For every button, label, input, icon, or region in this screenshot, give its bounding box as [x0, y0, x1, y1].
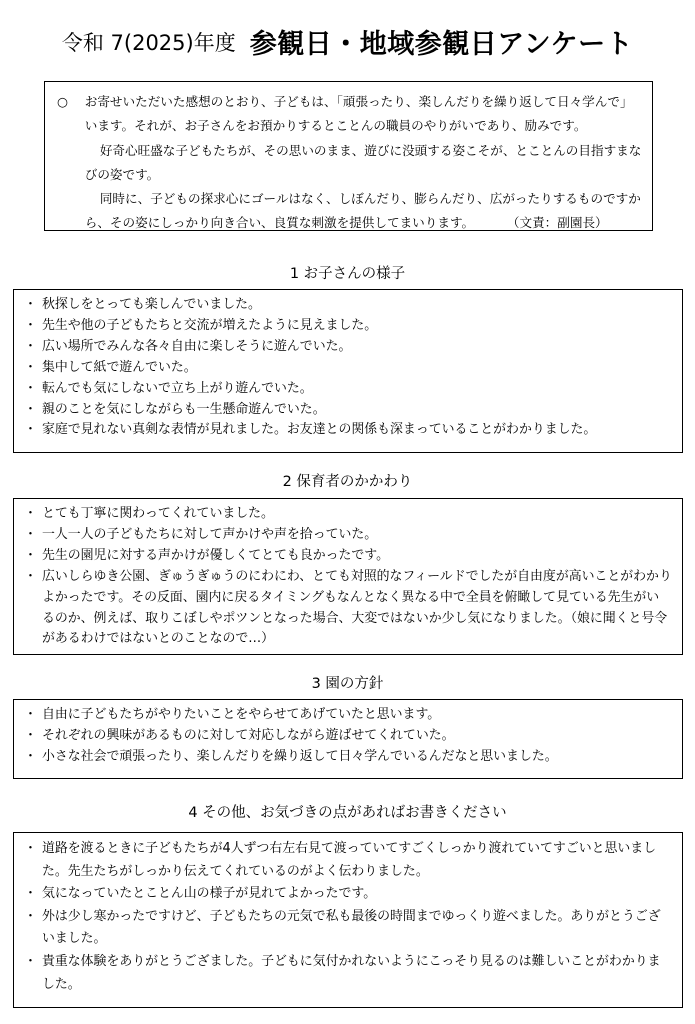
intro-text-3: 同時に、子どもの探求心にゴールはなく、しぼんだり、膨らんだり、広がったりするものですから、その姿にしっかり向き合い、良質な刺激を提供してまいります。: [84, 191, 641, 231]
list-item: ・ 気になっていたとことん山の様子が見れてよかったです。: [22, 883, 672, 906]
section-2-list: [22, 504, 672, 650]
bullet: ・: [24, 727, 37, 743]
list-item: ・ 一人一人の子どもたちに対して声かけや声を拾っていた。: [22, 525, 672, 546]
bullet: ・: [24, 317, 37, 333]
intro-paragraph-1: [57, 90, 642, 139]
bullet: ・: [24, 526, 37, 542]
section-4-heading: 4 その他、お気づきの点があればお書きください: [188, 805, 507, 821]
title-main: 参観日・地域参観日アンケート: [249, 29, 634, 60]
section-4-list: [22, 838, 672, 996]
bullet: ・: [24, 568, 37, 584]
bullet: ・: [24, 359, 37, 375]
list-item: ・ とても丁寧に関わってくれていました。: [22, 504, 672, 525]
bullet: ・: [24, 297, 37, 312]
bullet: ・: [24, 380, 37, 396]
list-item: ・ 先生や他の子どもたちと交流が増えたように見えました。: [22, 316, 672, 337]
list-item: ・ 自由に子どもたちがやりたいことをやらせてあげていたと思います。: [22, 705, 672, 726]
bullet: ・: [24, 908, 37, 924]
title-year: 令和 7(2025)年度: [61, 30, 236, 55]
list-item: ・ 広いしらゆき公園、ぎゅうぎゅうのにわにわ、とても対照的なフィールドでしたが自由度が高いことがわかりよかったです。その反面、園内に戻るタイミングもなんとなく異なる中で全員を俯瞰して見ている先生がいるのか、例えば、取りこぼしやポツンとなった場合、大変ではないか少し気になりました。（娘に聞くと号令があるわけではないとのことなので…）: [24, 568, 672, 647]
list-item: ・ 先生の園児に対する声かけが優しくてとても良かったです。: [22, 546, 672, 567]
list-item: ・ 貴重な体験をありがとうござました。子どもに気付かれないようにこっそり見るのは難しいことがわかりました。: [22, 951, 672, 996]
bullet: ・: [24, 953, 37, 969]
intro-credit: （文責：副園長）: [506, 215, 608, 231]
list-item: ・ 転んでも気にしないで立ち上がり遊んでいた。: [22, 379, 672, 400]
section-1-heading: 1 お子さんの様子: [289, 266, 406, 282]
list-item: ・ 家庭で見れない真剣な表情が見れました。お友達との関係も深まっていることがわかりました。: [22, 420, 672, 441]
circle-marker: ○: [57, 94, 68, 109]
section-2-box: [13, 498, 683, 655]
intro-text-1: お寄せいただいた感想のとおり、子どもは、「頑張ったり、楽しんだりを繰り返して日々学んで」います。それが、お子さんをお預かりするとことんの職員のやりがいであり、励みです。: [84, 94, 633, 134]
bullet: ・: [24, 422, 37, 438]
section-3-box: [13, 699, 683, 779]
list-item: ・ それぞれの興味があるものに対して対応しながら遊ばせてくれていた。: [22, 726, 672, 747]
intro-box: [44, 81, 653, 231]
section-3-list: [22, 705, 672, 768]
bullet: ・: [24, 506, 37, 521]
bullet: ・: [24, 748, 37, 764]
section-3-heading: 3 園の方針: [311, 676, 384, 692]
bullet: ・: [24, 841, 37, 856]
bullet: ・: [24, 401, 37, 417]
bullet: ・: [24, 886, 37, 902]
bullet: ・: [24, 338, 37, 354]
list-item: ・ 広い場所でみんな各々自由に楽しそうに遊んでいた。: [22, 337, 672, 358]
list-item: ・ 外は少し寒かったですけど、子どもたちの元気で私も最後の時間までゆっくり遊べました。ありがとうございました。: [22, 906, 672, 951]
section-1-box: [13, 289, 683, 453]
section-1-list: [22, 295, 672, 441]
list-item: ・ 道路を渡るときに子どもたちが4人ずつ右左右見て渡っていてすごくしっかり渡れていてすごいと思いました。先生たちがしっかり伝えてくれているのがよく伝わりました。: [22, 838, 672, 883]
list-item: ・ 小さな社会で頑張ったり、楽しんだりを繰り返して日々学んでいるんだなと思いました。: [22, 747, 672, 768]
section-2-heading: 2 保育者のかかわり: [282, 474, 413, 490]
document-title: [0, 22, 695, 61]
bullet: ・: [24, 547, 37, 563]
bullet: ・: [24, 707, 37, 722]
intro-paragraph-3: [57, 187, 642, 236]
list-item: ・ 集中して紙で遊んでいた。: [22, 358, 672, 379]
intro-paragraph-2: 好奇心旺盛な子どもたちが、その思いのまま、遊びに没頭する姿こそが、とことんの目指すまなびの姿です。: [84, 142, 642, 182]
list-item: ・ 親のことを気にしながらも一生懸命遊んでいた。: [22, 400, 672, 421]
list-item: ・ 秋探しをとっても楽しんでいました。: [22, 295, 672, 316]
section-4-box: [13, 832, 683, 1008]
